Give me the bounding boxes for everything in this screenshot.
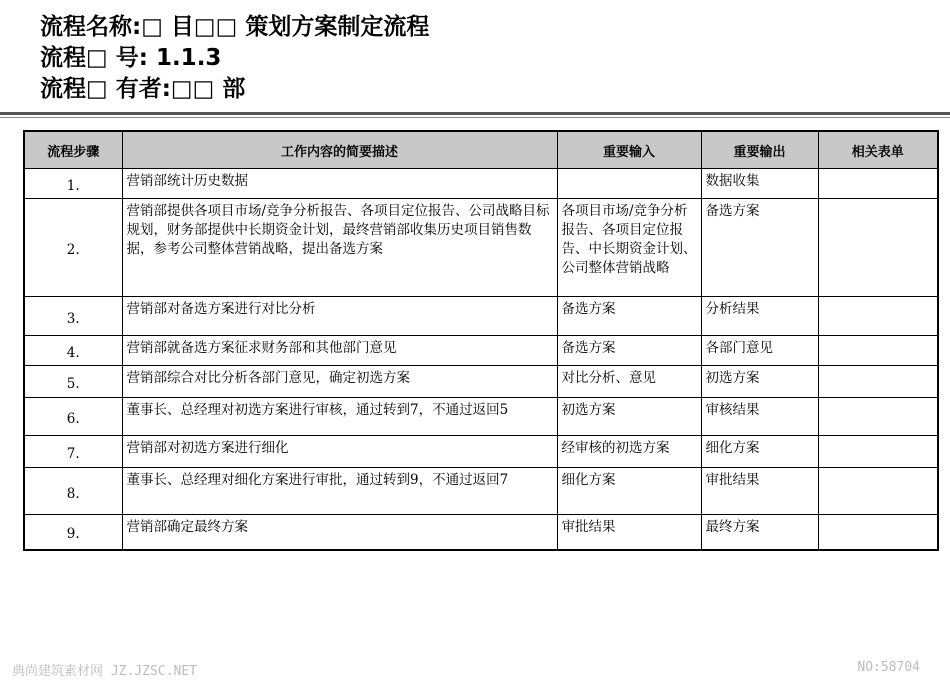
table-row bbox=[24, 199, 938, 297]
step-input: 审批结果 bbox=[557, 515, 701, 550]
step-description: 董事长、总经理对细化方案进行审批，通过转到9，不通过返回7 bbox=[122, 468, 557, 515]
step-form bbox=[818, 366, 938, 398]
table-row bbox=[24, 169, 938, 199]
step-output: 细化方案 bbox=[701, 436, 818, 468]
table-header-row bbox=[24, 131, 938, 169]
table-row bbox=[24, 398, 938, 436]
step-input: 备选方案 bbox=[557, 297, 701, 336]
step-output: 分析结果 bbox=[701, 297, 818, 336]
process-number: 流程□ 号: 1.1.3 bbox=[40, 45, 222, 71]
step-output: 数据收集 bbox=[701, 169, 818, 199]
step-input: 对比分析、意见 bbox=[557, 366, 701, 398]
step-number: 5. bbox=[24, 366, 122, 398]
step-form bbox=[818, 515, 938, 550]
step-number: 7. bbox=[24, 436, 122, 468]
step-number: 3. bbox=[24, 297, 122, 336]
header-divider-thin bbox=[0, 117, 950, 118]
step-output: 各部门意见 bbox=[701, 336, 818, 366]
step-number: 9. bbox=[24, 515, 122, 550]
step-form bbox=[818, 398, 938, 436]
step-number: 1. bbox=[24, 169, 122, 199]
step-output: 备选方案 bbox=[701, 199, 818, 297]
process-name: 流程名称:□ 目□□ 策划方案制定流程 bbox=[40, 14, 430, 40]
table-row bbox=[24, 515, 938, 550]
step-input: 初选方案 bbox=[557, 398, 701, 436]
step-form bbox=[818, 468, 938, 515]
step-number: 2. bbox=[24, 199, 122, 297]
column-header-output: 重要输出 bbox=[701, 131, 818, 169]
step-number: 6. bbox=[24, 398, 122, 436]
step-number: 8. bbox=[24, 468, 122, 515]
process-steps-table bbox=[23, 130, 939, 551]
step-description: 营销部提供各项目市场/竞争分析报告、各项目定位报告、公司战略目标规划，财务部提供中长期资金计划，最终营销部收集历史项目销售数据，参考公司整体营销战略，提出备选方案 bbox=[122, 199, 557, 297]
step-number: 4. bbox=[24, 336, 122, 366]
table-row bbox=[24, 336, 938, 366]
step-description: 营销部确定最终方案 bbox=[122, 515, 557, 550]
document-header bbox=[40, 12, 429, 105]
step-form bbox=[818, 297, 938, 336]
step-input: 细化方案 bbox=[557, 468, 701, 515]
step-form bbox=[818, 169, 938, 199]
step-output: 审核结果 bbox=[701, 398, 818, 436]
step-description: 营销部就备选方案征求财务部和其他部门意见 bbox=[122, 336, 557, 366]
watermark-text: 典尚建筑素材网 JZ.JZSC.NET bbox=[12, 664, 197, 679]
step-form bbox=[818, 436, 938, 468]
step-description: 董事长、总经理对初选方案进行审核，通过转到7，不通过返回5 bbox=[122, 398, 557, 436]
step-input: 备选方案 bbox=[557, 336, 701, 366]
table-row bbox=[24, 436, 938, 468]
table-row bbox=[24, 366, 938, 398]
column-header-description: 工作内容的简要描述 bbox=[122, 131, 557, 169]
step-description: 营销部统计历史数据 bbox=[122, 169, 557, 199]
column-header-form: 相关表单 bbox=[818, 131, 938, 169]
step-description: 营销部对备选方案进行对比分析 bbox=[122, 297, 557, 336]
step-description: 营销部对初选方案进行细化 bbox=[122, 436, 557, 468]
step-input: 各项目市场/竞争分析报告、各项目定位报告、中长期资金计划、公司整体营销战略 bbox=[557, 199, 701, 297]
step-description: 营销部综合对比分析各部门意见，确定初选方案 bbox=[122, 366, 557, 398]
step-form bbox=[818, 336, 938, 366]
process-owner: 流程□ 有者:□□ 部 bbox=[40, 76, 246, 102]
column-header-input: 重要输入 bbox=[557, 131, 701, 169]
step-output: 审批结果 bbox=[701, 468, 818, 515]
step-input bbox=[557, 169, 701, 199]
document-number: NO:58704 bbox=[857, 660, 920, 675]
table-row bbox=[24, 297, 938, 336]
column-header-step: 流程步骤 bbox=[24, 131, 122, 169]
step-output: 最终方案 bbox=[701, 515, 818, 550]
step-form bbox=[818, 199, 938, 297]
step-output: 初选方案 bbox=[701, 366, 818, 398]
step-input: 经审核的初选方案 bbox=[557, 436, 701, 468]
table-row bbox=[24, 468, 938, 515]
header-divider bbox=[0, 112, 950, 115]
